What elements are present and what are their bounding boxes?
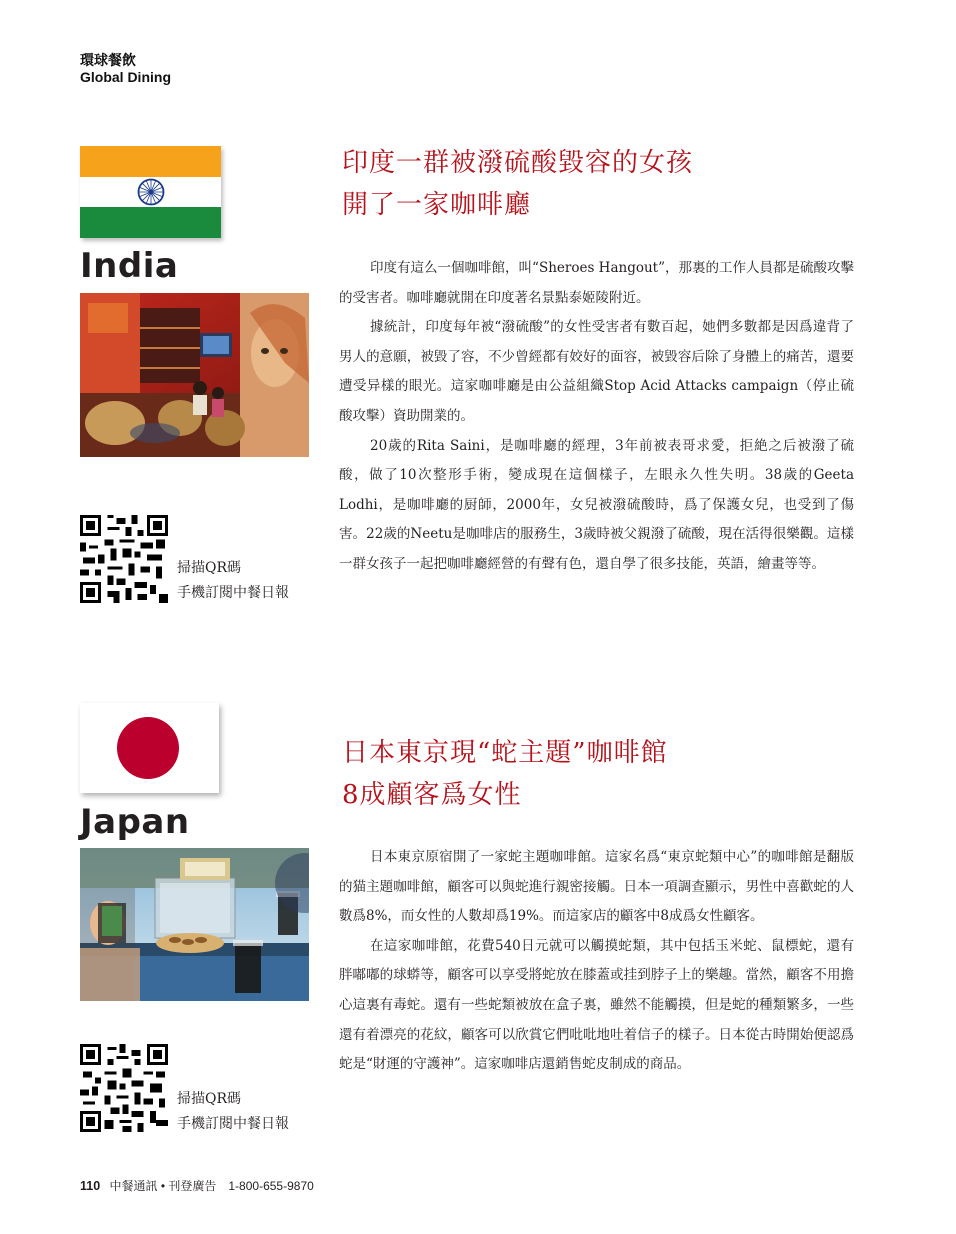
article-headline-india xyxy=(342,142,693,226)
country-name-japan: Japan xyxy=(80,802,190,842)
headline-line-1: 印度一群被潑硫酸毀容的女孩 xyxy=(342,148,694,178)
qr-code-india[interactable] xyxy=(80,515,168,607)
qr-code-icon xyxy=(80,515,168,603)
article-body-japan xyxy=(339,843,854,1080)
india-flag xyxy=(80,146,221,238)
footer-text: 中餐通訊 • 刊登廣告 1-800-655-9870 xyxy=(109,1179,314,1193)
paragraph: 在這家咖啡館，花費540日元就可以觸摸蛇類，其中包括玉米蛇、鼠標蛇，還有胖嘟嘟的球蟒等，顧客可以享受將蛇放在膝蓋或挂到脖子上的樂趣。當然，顧客不用擔心這裏有毒蛇。還有一些蛇類被放在盒子裏，雖然不能觸摸，但是蛇的種類繁多，一些還有着漂亮的花紋，顧客可以欣賞它們吡吡地吐着信子的樣子。日本從古時開始便認爲蛇是“財運的守護神”。這家咖啡店還銷售蛇皮制成的商品。 xyxy=(339,937,854,1073)
paragraph: 日本東京原宿開了一家蛇主題咖啡館。這家名爲“東京蛇類中心”的咖啡館是翻版的猫主題咖啡館，顧客可以與蛇進行親密接觸。日本一項調查顯示，男性中喜歡蛇的人數爲8%，而女性的人數却爲19%。而這家店的顧客中8成爲女性顧客。 xyxy=(339,849,854,925)
paragraph: 20歲的Rita Saini，是咖啡廳的經理，3年前被表哥求愛，拒絶之后被潑了硫酸，做了10次整形手術，變成現在這個樣子，左眼永久性失明。38歲的Geeta Lodhi，是咖啡廳的厨師，2000年，女兒被潑硫酸時，爲了保護女兒，也受到了傷害。22歲的Neetu是咖啡店的服務生，3歲時被父親潑了硫酸，現在活得很樂觀。這樣一群女孩子一起把咖啡廳經營的有聲有色，還自學了很多技能，英語，繪畫等等。 xyxy=(339,437,854,572)
section-title-en: Global Dining xyxy=(80,69,171,85)
paragraph: 印度有這么一個咖啡館，叫“Sheroes Hangout”，那裏的工作人員都是硫酸攻擊的受害者。咖啡廳就開在印度著名景點泰姬陵附近。 xyxy=(339,260,854,306)
paragraph: 據統計，印度每年被“潑硫酸”的女性受害者有數百起，她們多數都是因爲違背了男人的意願，被毀了容，不少曾經都有姣好的面容，被毀容后除了身體上的痛苦，還要遭受异樣的眼光。這家咖啡廳是由公益組織Stop Acid Attacks campaign（停止硫酸攻擊）資助開業的。 xyxy=(339,319,854,424)
japan-cafe-photo xyxy=(80,848,309,1001)
country-name-india: India xyxy=(80,246,179,286)
page-footer xyxy=(80,1177,314,1194)
qr-label-subscribe: 手機訂閱中餐日報 xyxy=(177,1116,289,1132)
article-headline-japan xyxy=(342,732,668,816)
headline-line-1: 日本東京現“蛇主題”咖啡館 xyxy=(342,738,668,768)
headline-line-2: 開了一家咖啡廳 xyxy=(342,190,532,220)
qr-label-scan: 掃描QR碼 xyxy=(177,560,242,576)
qr-label-scan: 掃描QR碼 xyxy=(177,1091,242,1107)
ashoka-chakra-icon xyxy=(136,177,166,207)
india-cafe-photo xyxy=(80,293,309,457)
qr-code-icon xyxy=(80,1044,168,1132)
article-body-india xyxy=(339,254,854,580)
japan-flag xyxy=(80,703,219,793)
section-title-zh: 環球餐飲 xyxy=(80,53,136,69)
qr-label-subscribe: 手機訂閱中餐日報 xyxy=(177,585,289,601)
qr-code-japan[interactable] xyxy=(80,1044,168,1136)
headline-line-2: 8成顧客爲女性 xyxy=(342,780,522,810)
page-number: 110 xyxy=(80,1179,101,1193)
japan-flag-sun xyxy=(117,717,179,779)
